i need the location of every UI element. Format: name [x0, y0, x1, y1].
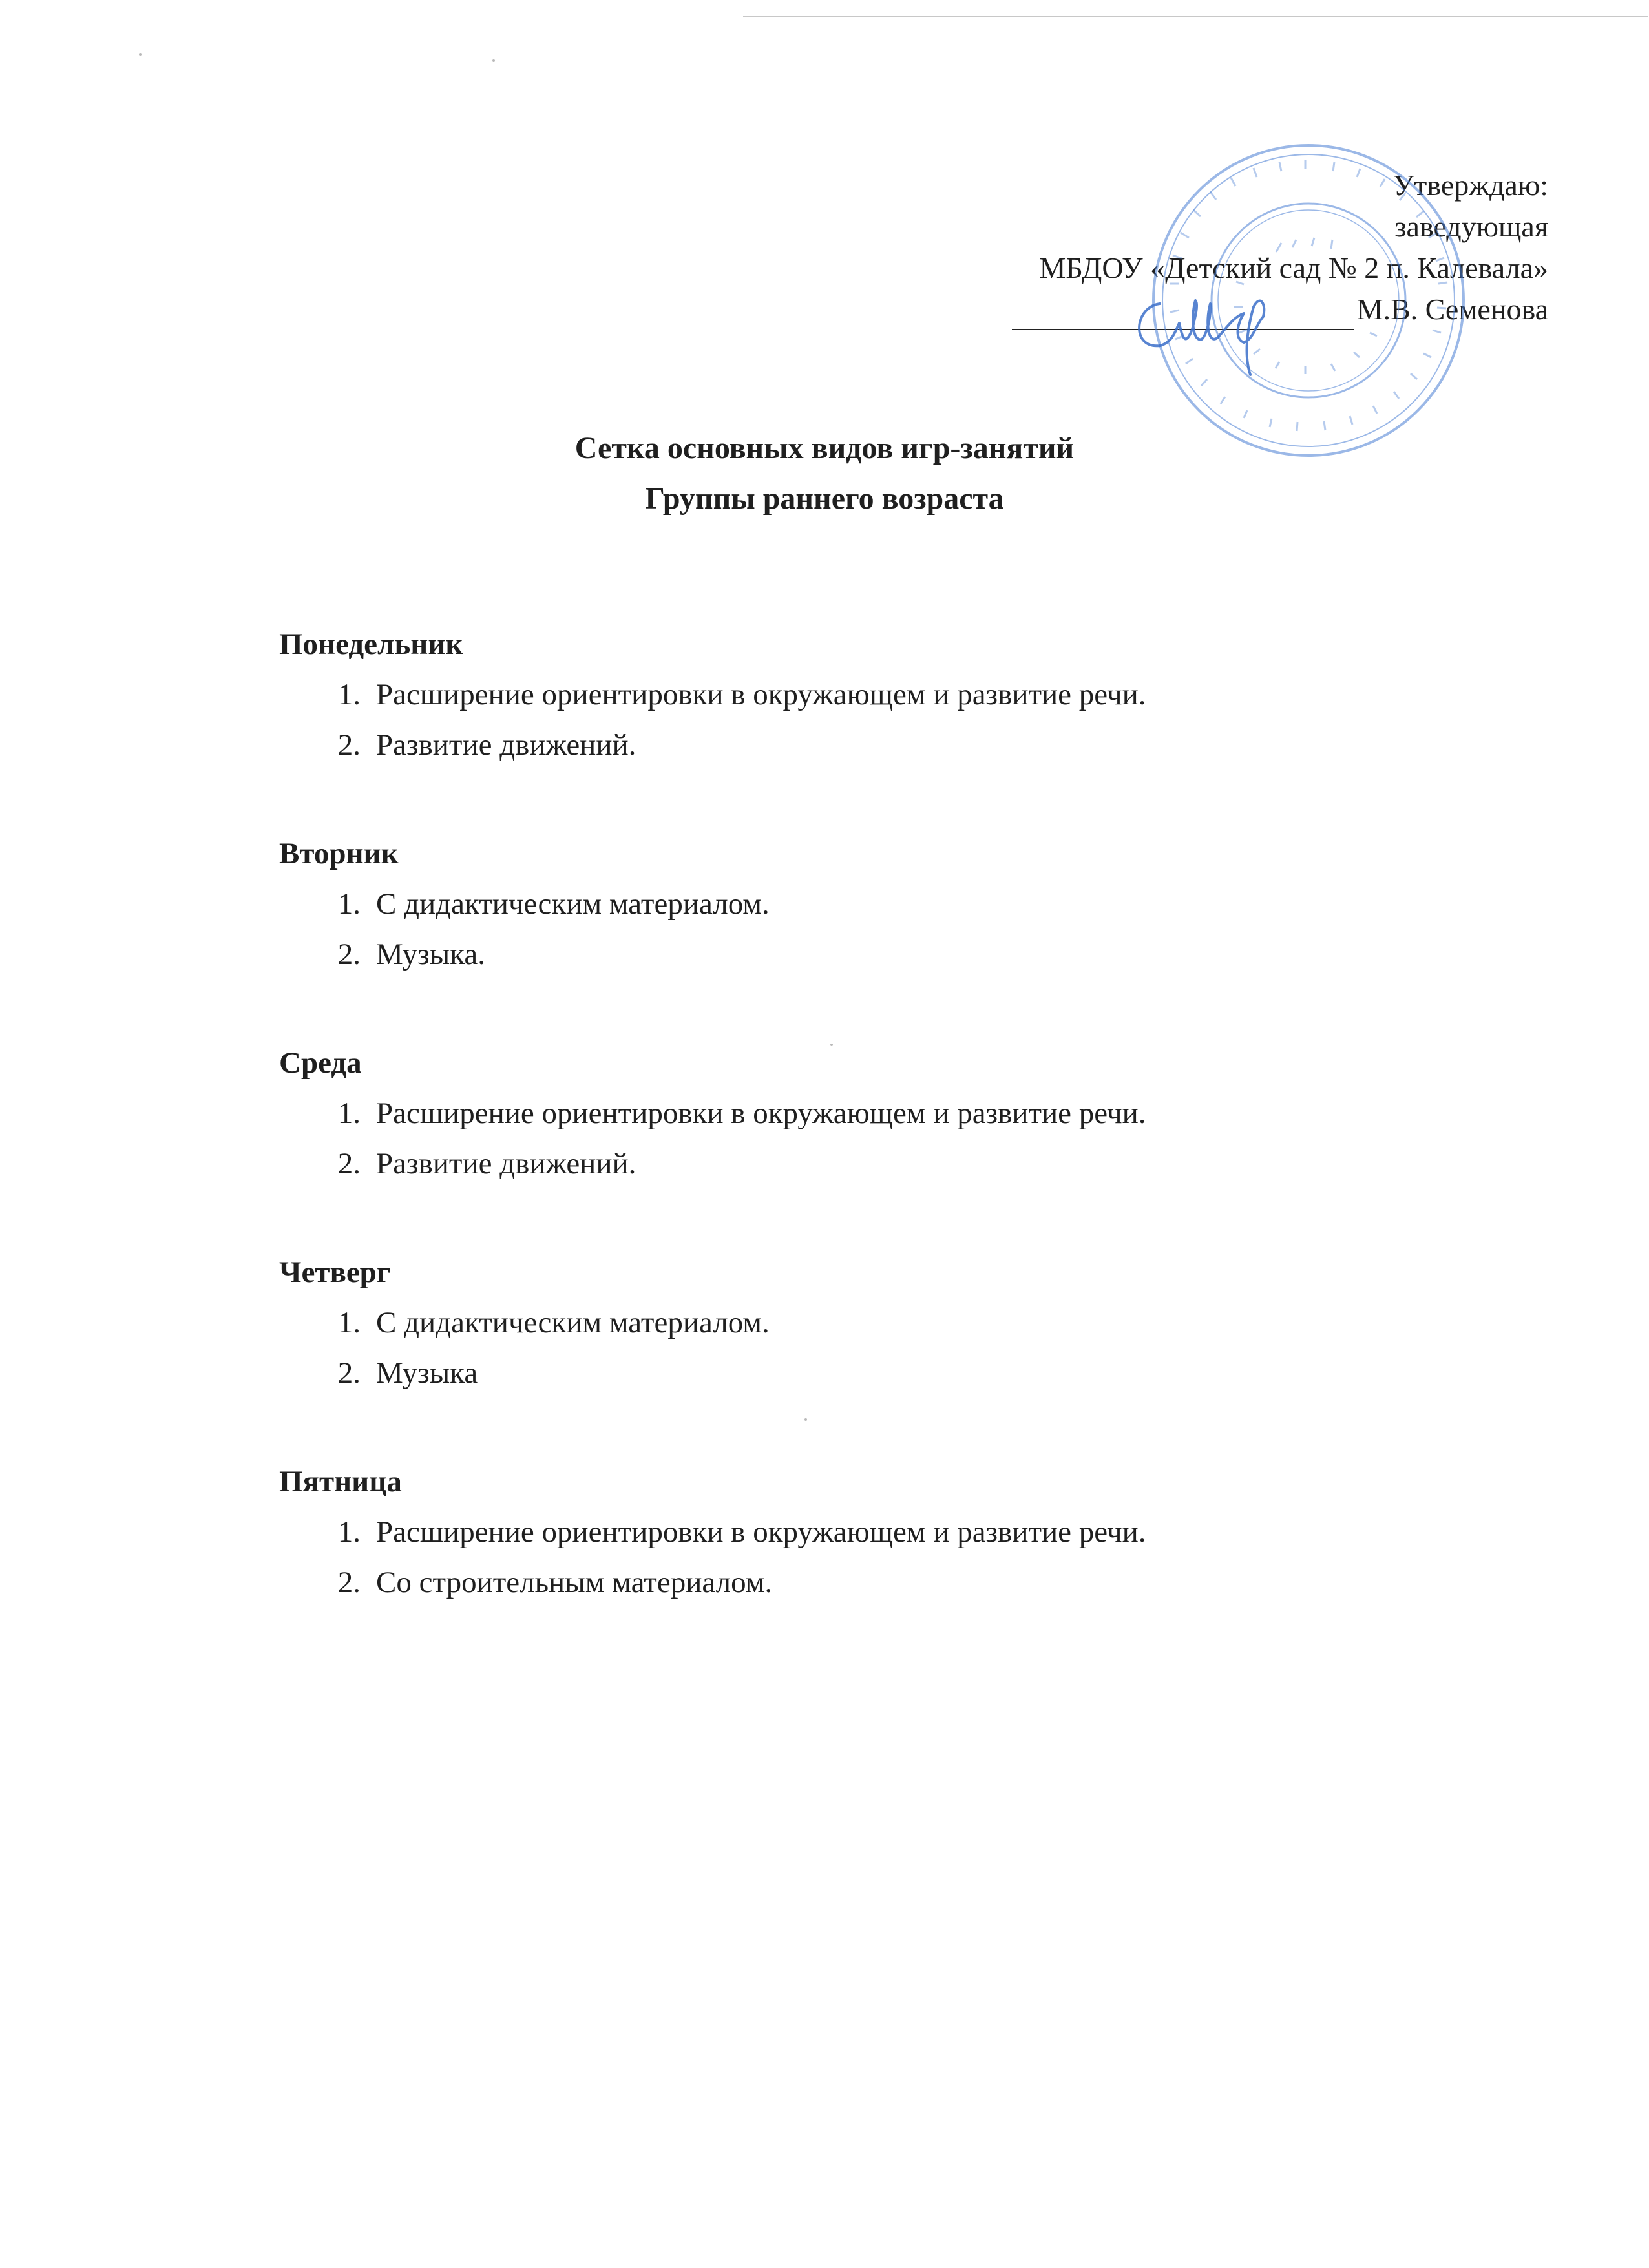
item-text: С дидактическим материалом.: [376, 1306, 770, 1339]
item-text: С дидактическим материалом.: [376, 887, 770, 921]
day-section-monday: [279, 619, 1507, 770]
list-item: [279, 929, 1507, 980]
list-item: [279, 1088, 1507, 1139]
list-item: [279, 720, 1507, 770]
day-section-tuesday: [279, 828, 1507, 980]
title-line-1: Сетка основных видов игр-занятий: [574, 431, 1075, 465]
item-text: Со строительным материалом.: [376, 1566, 773, 1599]
scan-edge-line: [743, 16, 1648, 17]
item-text: Расширение ориентировки в окружающем и развитие речи.: [376, 1097, 1146, 1130]
title-line-2: Группы раннего возраста: [645, 481, 1004, 516]
scan-speck: [139, 53, 142, 56]
item-text: Расширение ориентировки в окружающем и развитие речи.: [376, 678, 1146, 711]
item-number: 1.: [337, 678, 361, 711]
day-name: Пятница: [279, 1465, 402, 1498]
item-text: Развитие движений.: [376, 728, 636, 762]
day-name: Четверг: [279, 1255, 391, 1289]
scan-speck: [492, 59, 495, 62]
item-number: 2.: [337, 1147, 361, 1181]
day-name: Понедельник: [279, 627, 463, 661]
list-item: [279, 1557, 1507, 1608]
document-title: [0, 423, 1649, 524]
approval-line: Утверждаю:: [1392, 169, 1548, 202]
item-text: Расширение ориентировки в окружающем и развитие речи.: [376, 1515, 1146, 1549]
list-item: [279, 1297, 1507, 1348]
approval-line: заведующая: [1394, 210, 1548, 243]
item-text: Музыка: [376, 1356, 478, 1390]
item-number: 1.: [337, 1515, 361, 1549]
day-name: Вторник: [279, 837, 399, 870]
item-number: 2.: [337, 1356, 361, 1390]
day-section-thursday: [279, 1247, 1507, 1398]
list-item: [279, 669, 1507, 720]
item-text: Развитие движений.: [376, 1147, 636, 1181]
item-text: Музыка.: [376, 938, 485, 971]
signatory-name: М.В. Семенова: [1356, 293, 1548, 326]
item-number: 2.: [337, 1566, 361, 1599]
item-number: 1.: [337, 1097, 361, 1130]
item-number: 1.: [337, 1306, 361, 1339]
list-item: [279, 879, 1507, 929]
item-number: 1.: [337, 887, 361, 921]
item-number: 2.: [337, 728, 361, 762]
day-name: Среда: [279, 1046, 362, 1080]
list-item: [279, 1348, 1507, 1398]
item-number: 2.: [337, 938, 361, 971]
list-item: [279, 1139, 1507, 1189]
day-section-friday: [279, 1456, 1507, 1608]
approval-line: МБДОУ «Детский сад № 2 п. Калевала»: [1039, 251, 1548, 284]
day-section-wednesday: [279, 1038, 1507, 1189]
handwritten-signature: [1115, 278, 1283, 381]
schedule: [279, 619, 1507, 1666]
list-item: [279, 1507, 1507, 1557]
